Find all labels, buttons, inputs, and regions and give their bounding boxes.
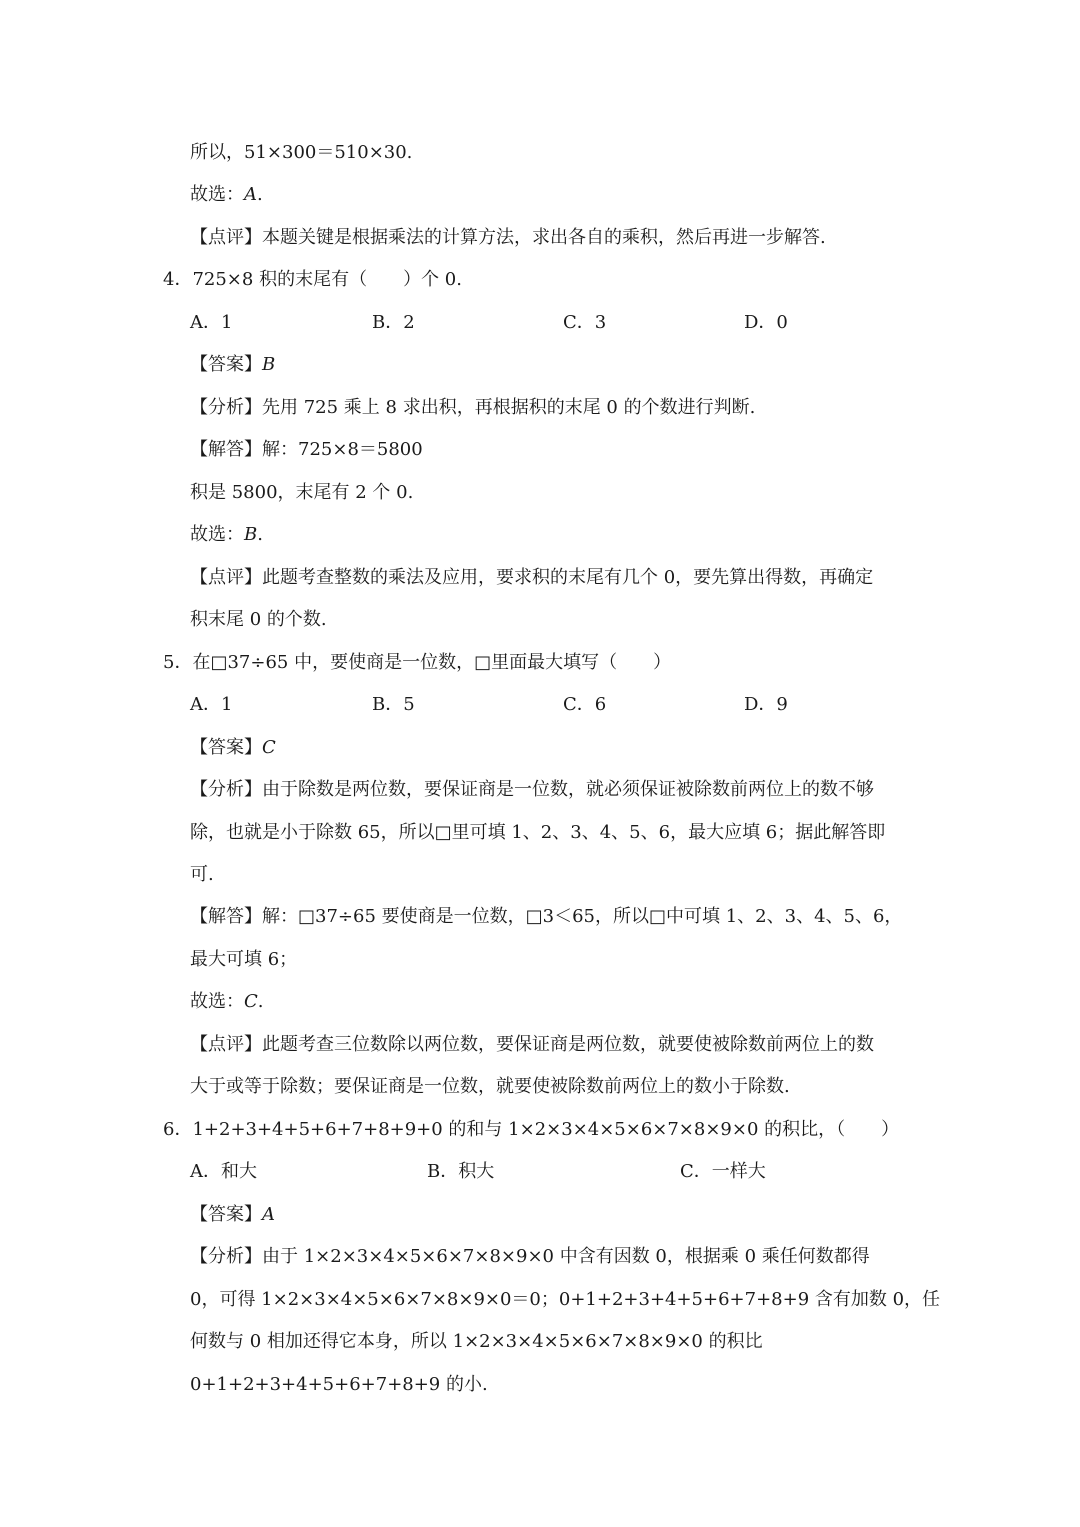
q4-solution-line2: 积是 5800，末尾有 2 个 0. — [190, 482, 414, 503]
q6-analysis: 【分析】由于 1×2×3×4×5×6×7×8×9×0 中含有因数 0，根据乘 0 乘任何数都得 — [190, 1246, 870, 1267]
question-4-stem: 4．725×8 积的末尾有（ ）个 0. — [163, 269, 462, 290]
q5-option-a: A．1 — [190, 694, 233, 715]
q6-analysis-line2: 0，可得 1×2×3×4×5×6×7×8×9×0＝0；0+1+2+3+4+5+6+7+8+9 含有加数 0，任 — [190, 1289, 941, 1310]
q5-solution: 【解答】解：□37÷65 要使商是一位数，□3＜65，所以□中可填 1、2、3、4、5、6， — [190, 906, 903, 927]
q4-review-line2: 积末尾 0 的个数. — [190, 609, 327, 630]
q6-answer: 【答案】A — [190, 1204, 275, 1225]
question-5-stem: 5．在□37÷65 中，要使商是一位数，□里面最大填写（ ） — [163, 652, 672, 673]
q5-option-b: B．5 — [372, 694, 415, 715]
q4-option-c: C．3 — [563, 312, 607, 333]
q6-option-a: A．和大 — [190, 1161, 257, 1182]
q4-option-b: B．2 — [372, 312, 415, 333]
q6-analysis-line4: 0+1+2+3+4+5+6+7+8+9 的小. — [190, 1374, 488, 1395]
q5-review-line2: 大于或等于除数；要保证商是一位数，就要使被除数前两位上的数小于除数. — [190, 1076, 790, 1097]
q6-option-b: B．积大 — [427, 1161, 495, 1182]
q5-option-d: D．9 — [744, 694, 788, 715]
q6-analysis-line3: 何数与 0 相加还得它本身，所以 1×2×3×4×5×6×7×8×9×0 的积比 — [190, 1331, 763, 1352]
q4-analysis: 【分析】先用 725 乘上 8 求出积，再根据积的末尾 0 的个数进行判断. — [190, 397, 756, 418]
q5-choice: 故选：C. — [190, 991, 264, 1012]
q4-option-d: D．0 — [744, 312, 788, 333]
q5-option-c: C．6 — [563, 694, 607, 715]
prev-review: 【点评】本题关键是根据乘法的计算方法，求出各自的乘积，然后再进一步解答. — [190, 227, 826, 248]
prev-conclusion: 所以，51×300＝510×30. — [190, 142, 413, 163]
q5-analysis-line3: 可. — [190, 864, 214, 885]
q6-option-c: C．一样大 — [680, 1161, 766, 1182]
prev-choice: 故选：A. — [190, 184, 263, 205]
q4-answer: 【答案】B — [190, 354, 276, 375]
q4-choice: 故选：B. — [190, 524, 263, 545]
q5-review: 【点评】此题考查三位数除以两位数，要保证商是两位数，就要使被除数前两位上的数 — [190, 1034, 874, 1055]
q5-solution-line2: 最大可填 6； — [190, 949, 298, 970]
q5-analysis: 【分析】由于除数是两位数，要保证商是一位数，就必须保证被除数前两位上的数不够 — [190, 779, 874, 800]
question-6-stem: 6．1+2+3+4+5+6+7+8+9+0 的和与 1×2×3×4×5×6×7×8×9×0 的积比，（ ） — [163, 1119, 900, 1140]
q5-analysis-line2: 除，也就是小于除数 65，所以□里可填 1、2、3、4、5、6，最大应填 6；据此解答即 — [190, 822, 886, 843]
q4-review: 【点评】此题考查整数的乘法及应用，要求积的末尾有几个 0，要先算出得数，再确定 — [190, 567, 874, 588]
q5-answer: 【答案】C — [190, 737, 276, 758]
q4-solution: 【解答】解：725×8＝5800 — [190, 439, 423, 460]
q4-option-a: A．1 — [190, 312, 233, 333]
